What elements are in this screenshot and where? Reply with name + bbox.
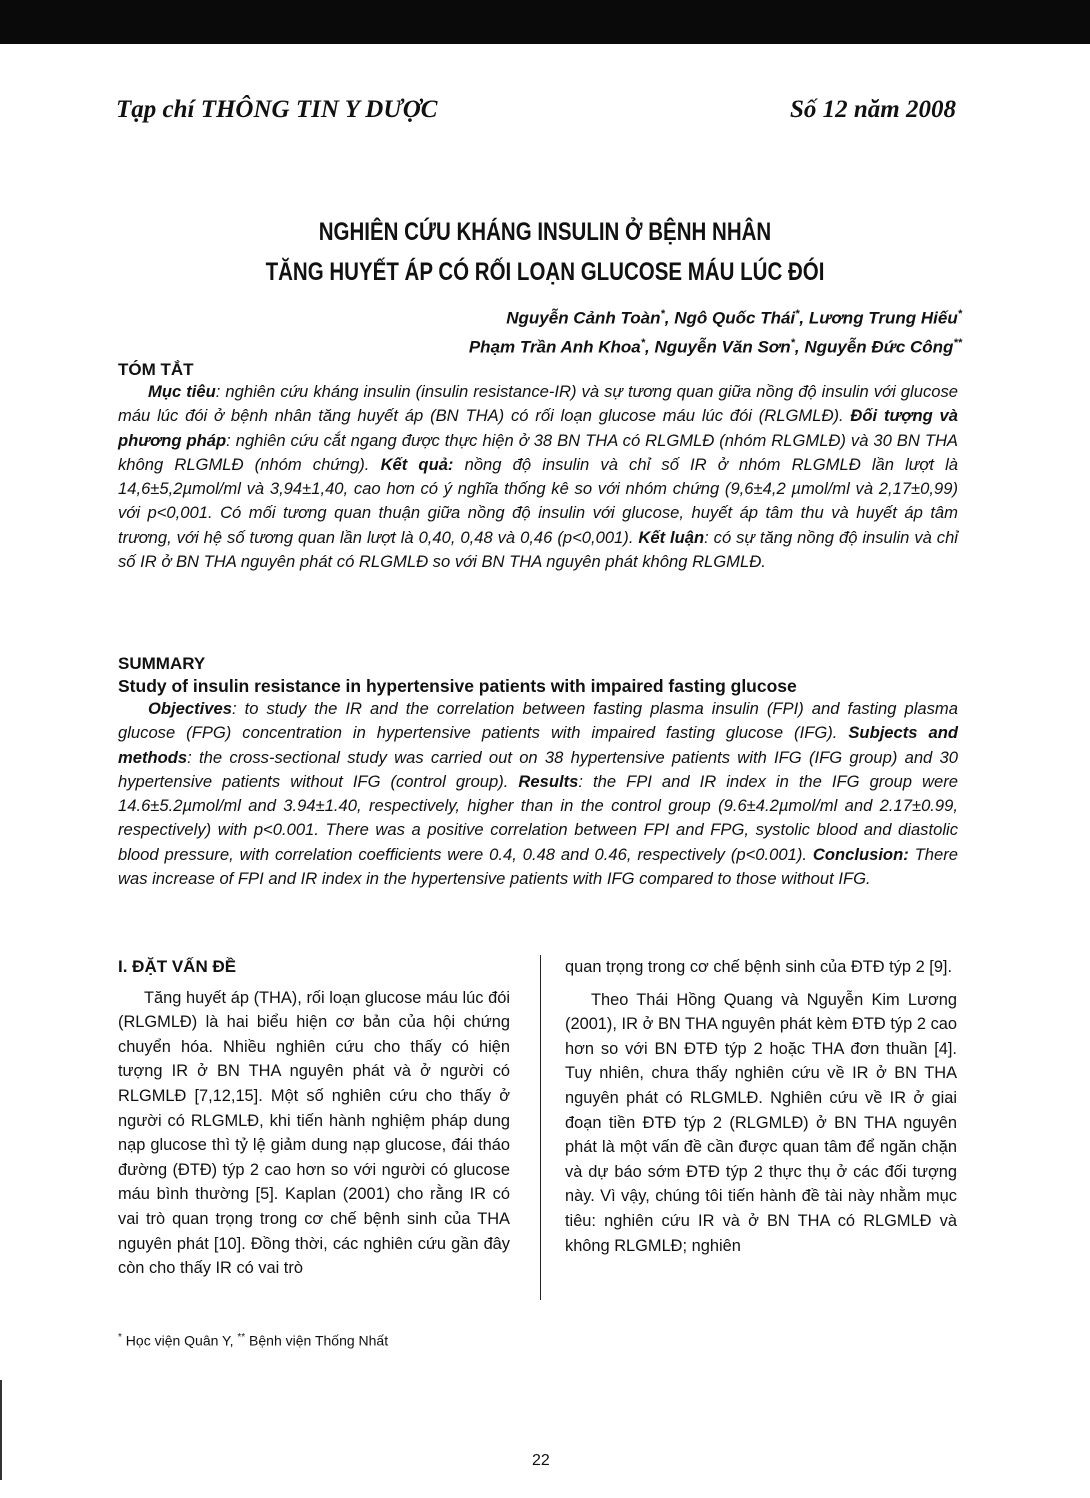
summary-heading: SUMMARY [118,654,206,673]
column-left [118,955,510,1281]
abstract-vietnamese [118,360,958,574]
journal-name: Tạp chí THÔNG TIN Y DƯỢC [116,96,438,123]
section-heading: I. ĐẶT VẤN ĐỀ [118,957,237,976]
page-number: 22 [532,1452,550,1469]
scan-edge-mark [0,1380,2,1480]
affiliation: Học viện Quân Y, [121,1332,238,1349]
title-line-2: TĂNG HUYẾT ÁP CÓ RỐI LOẠN GLUCOSE MÁU LÚC ĐÓI [265,258,825,286]
issue-number: Số 12 năm 2008 [789,96,956,123]
affiliation-mark: * [957,308,962,320]
paragraph: Theo Thái Hồng Quang và Nguyễn Kim Lương (2001), IR ở BN THA nguyên phát kèm ĐTĐ týp 2 cao hơn so với BN ĐTĐ týp 2 hoặc THA đơn thuần [4]. Tuy nhiên, chưa thấy nghiên cứu về IR ở BN THA nguyên phát có RLGMLĐ. Nghiên cứu về IR ở giai đoạn tiền ĐTĐ týp 2 (RLGMLĐ) ở BN THA nguyên phát là một vấn đề cần được quan tâm để ngăn chặn và dự báo sớm ĐTĐ týp 2 thực thụ ở các đối tượng này. Vì vậy, chúng tôi tiến hành đề tài này nhằm mục tiêu: nghiên cứu IR và ở BN THA có RLGMLĐ và không RLGMLĐ; nghiên [565,990,957,1255]
summary-title: Study of insulin resistance in hypertensive patients with impaired fasting glucose [118,676,797,696]
abstract-heading: TÓM TẮT [118,360,194,379]
text: : nghiên cứu cắt ngang được thực hiện ở 38 BN THA có RLGMLĐ (nhóm RLGMLĐ) và 30 BN THA không RLGMLĐ (nhóm chứng). [118,430,959,474]
author: Ngô Quốc Thái [674,308,796,328]
summary-text [118,697,958,891]
abstract-text [118,380,958,574]
mark: * [118,1332,122,1343]
affiliation: Bệnh viện Thống Nhất [245,1332,389,1349]
affiliation-mark: ** [953,336,962,349]
text: : to study the IR and the correlation between fasting plasma insulin (FPI) and fasting plasma glucose (FPG) concentration in hypertensive patients with impaired fasting glucose (IFG). [118,699,958,743]
text: : có sự tăng nồng độ insulin và chỉ số IR ở BN THA nguyên phát có RLGMLĐ so với BN THA nguyên phát không RLGMLĐ. [118,527,958,572]
author-line-2: Phạm Trần Anh Khoa*, Nguyễn Văn Sơn*, Nguyễn Đức Công** [468,336,962,357]
text: : the cross-sectional study was carried out on 38 hypertensive patients with IFG (IFG group) and 30 hypertensive patients without IFG (control group). [118,747,958,791]
article-title [98,212,992,292]
abstract-english [118,654,958,891]
text: : nghiên cứu kháng insulin (insulin resistance-IR) và sự tương quan giữa nồng độ insulin với glucose máu lúc đói ở bệnh nhân tăng huyết áp (BN THA) có rối loạn glucose máu lúc đói (RLGMLĐ). [118,382,958,426]
text: : the FPI and IR index in the IFG group were 14.6±5.2µmol/ml and 3.94±1.40, respectively, higher than in the control group (9.6±4.2µmol/ml and 2.17±0.99, respectively) with p<0.001. There was a positive correlation between FPI and FPG, systolic blood and diastolic blood pressure, with correlation coefficients were 0.4, 0.48 and 0.46, respectively (p<0.001). [118,771,958,864]
label: Results [518,771,579,791]
scan-top-border [0,0,1090,44]
label: Đối tượng và phương pháp [118,406,958,450]
footnote [118,1332,388,1349]
affiliation-mark: * [640,336,646,349]
paragraph: Tăng huyết áp (THA), rối loạn glucose máu lúc đói (RLGMLĐ) là hai biểu hiện cơ bản của hội chứng chuyển hóa. Nhiều nghiên cứu cho thấy có hiện tượng IR ở BN THA nguyên phát và ở người có RLGMLĐ [7,12,15]. Một số nghiên cứu cho thấy ở người có RLGMLĐ, khi tiến hành nghiệm pháp dung nạp glucose thì tỷ lệ giảm dung nạp glucose, đái tháo đường (ĐTĐ) týp 2 cao hơn so với người có glucose máu bình thường [5]. Kaplan (2001) cho rằng IR có vai trò quan trọng trong cơ chế bệnh sinh của THA nguyên phát [10]. Đồng thời, các nghiên cứu gần đây còn cho thấy IR có vai trò [118,988,510,1278]
text: There was increase of FPI and IR index in the hypertensive patients with IFG compared to those without IFG. [118,844,958,889]
label: Objectives [148,699,232,718]
mark: ** [237,1332,246,1343]
label: Kết quả: [380,454,454,474]
paragraph-continued: quan trọng trong cơ chế bệnh sinh của ĐTĐ týp 2 [9]. [565,958,953,976]
author: Nguyễn Cảnh Toàn [506,308,661,328]
column-right [565,955,957,1258]
author: Lương Trung Hiếu [808,308,958,328]
author: Nguyễn Đức Công [804,337,954,357]
label: Kết luận [638,527,705,547]
affiliation-mark: * [660,308,665,320]
author: Nguyễn Văn Sơn [654,337,791,357]
label: Conclusion: [812,844,909,864]
label: Subjects and methods [118,723,958,767]
title-line-1: NGHIÊN CỨU KHÁNG INSULIN Ở BỆNH NHÂN [318,218,772,246]
author: Phạm Trần Anh Khoa [468,337,641,357]
affiliation-mark: * [790,336,795,349]
author-line-1: Nguyễn Cảnh Toàn*, Ngô Quốc Thái*, Lương Trung Hiếu* [506,308,962,328]
label: Mục tiêu [148,382,216,401]
affiliation-mark: * [795,308,800,320]
column-divider [540,955,541,1300]
author-list [469,302,962,359]
text: nồng độ insulin và chỉ số IR ở nhóm RLGMLĐ lần lượt là 14,6±5,2µmol/ml và 3,94±1,40, cao hơn có ý nghĩa thống kê so với nhóm chứng (9,6±4,2 µmol/ml và 2,17±0,99) với p<0,001. Có mối tương quan thuận giữa nồng độ insulin với glucose, huyết áp tâm thu và huyết áp tâm trương, với hệ số tương quan lần lượt là 0,40, 0,48 và 0,46 (p<0,001). [118,454,959,547]
